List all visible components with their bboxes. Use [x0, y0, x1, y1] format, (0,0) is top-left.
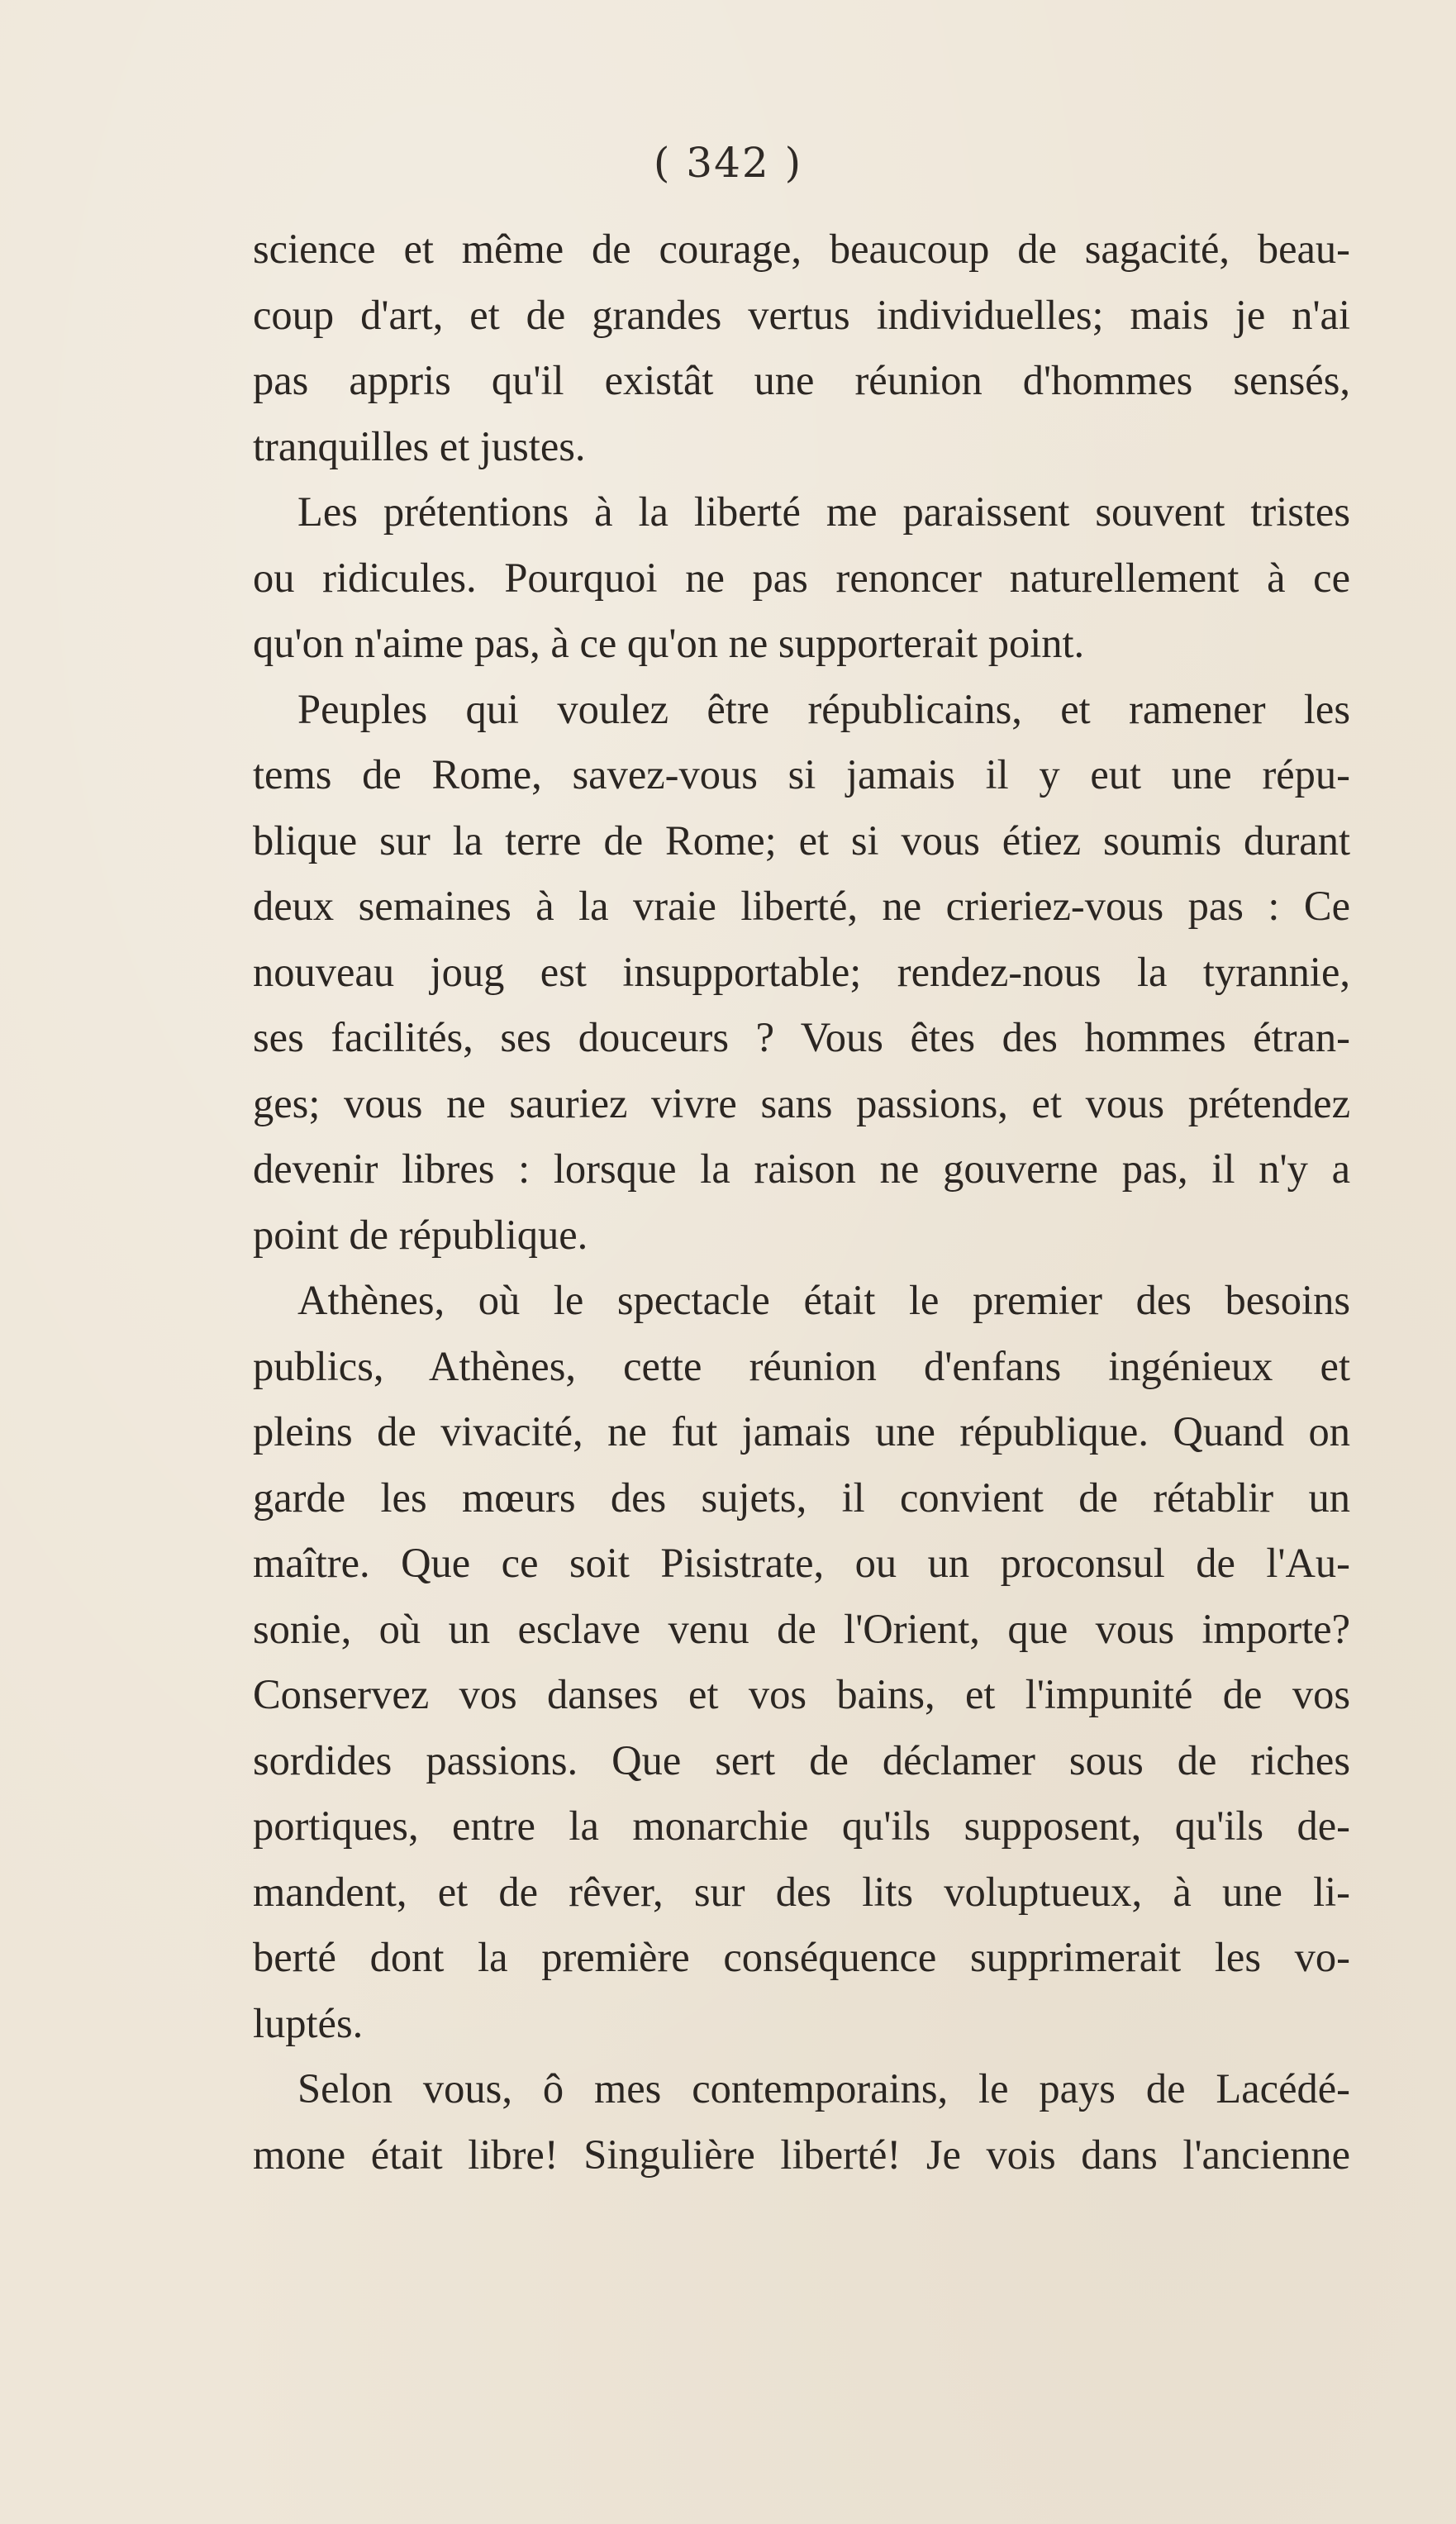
text-line: sonie, où un esclave venu de l'Orient, que vous importe? [253, 1605, 1350, 1652]
text-line: blique sur la terre de Rome; et si vous étiez soumis durant [253, 817, 1350, 864]
text-line: Les prétentions à la liberté me paraissent souvent tristes [297, 488, 1350, 535]
text-line: deux semaines à la vraie liberté, ne crieriez-vous pas : Ce [253, 883, 1350, 929]
text-line: tems de Rome, savez-vous si jamais il y eut une répu- [253, 751, 1350, 798]
text-line: mone était libre! Singulière liberté! Je vois dans l'ancienne [253, 2131, 1350, 2178]
text-line: luptés. [253, 1999, 364, 2046]
text-line: berté dont la première conséquence supprimerait les vo- [253, 1934, 1350, 1980]
text-line: ges; vous ne sauriez vivre sans passions, et vous prétendez [253, 1079, 1350, 1126]
text-line: portiques, entre la monarchie qu'ils supposent, qu'ils de- [253, 1803, 1350, 1849]
text-line: mandent, et de rêver, sur des lits voluptueux, à une li- [253, 1868, 1350, 1915]
text-line: ses facilités, ses douceurs ? Vous êtes des hommes étran- [253, 1014, 1350, 1060]
text-line: sordides passions. Que sert de déclamer sous de riches [253, 1736, 1350, 1783]
text-line: Athènes, où le spectacle était le premier des besoins [297, 1277, 1350, 1323]
text-line: Peuples qui voulez être républicains, et ramener les [297, 685, 1350, 732]
text-line: Selon vous, ô mes contemporains, le pays de Lacédé- [297, 2065, 1350, 2112]
text-line: nouveau joug est insupportable; rendez-nous la tyrannie, [253, 948, 1350, 995]
text-line: maître. Que ce soit Pisistrate, ou un proconsul de l'Au- [253, 1540, 1350, 1586]
text-line: Conservez vos danses et vos bains, et l'impunité de vos [253, 1671, 1350, 1717]
text-line: garde les mœurs des sujets, il convient de rétablir un [253, 1474, 1350, 1521]
page-number: ( 342 ) [653, 139, 803, 187]
text-line: pas appris qu'il existât une réunion d'hommes sensés, [253, 357, 1350, 403]
text-line: point de république. [253, 1211, 588, 1258]
body-text [253, 217, 1350, 2188]
text-line: tranquilles et justes. [253, 422, 586, 469]
text-line: coup d'art, et de grandes vertus individuelles; mais je n'ai [253, 291, 1350, 338]
text-line: ou ridicules. Pourquoi ne pas renoncer naturellement à ce [253, 554, 1350, 601]
text-line: devenir libres : lorsque la raison ne gouverne pas, il n'y a [253, 1145, 1350, 1192]
text-line: publics, Athènes, cette réunion d'enfans ingénieux et [253, 1342, 1350, 1389]
text-line: qu'on n'aime pas, à ce qu'on ne supporterait point. [253, 620, 1085, 666]
text-line: pleins de vivacité, ne fut jamais une république. Quand on [253, 1408, 1350, 1455]
text-line: science et même de courage, beaucoup de sagacité, beau- [253, 226, 1350, 272]
